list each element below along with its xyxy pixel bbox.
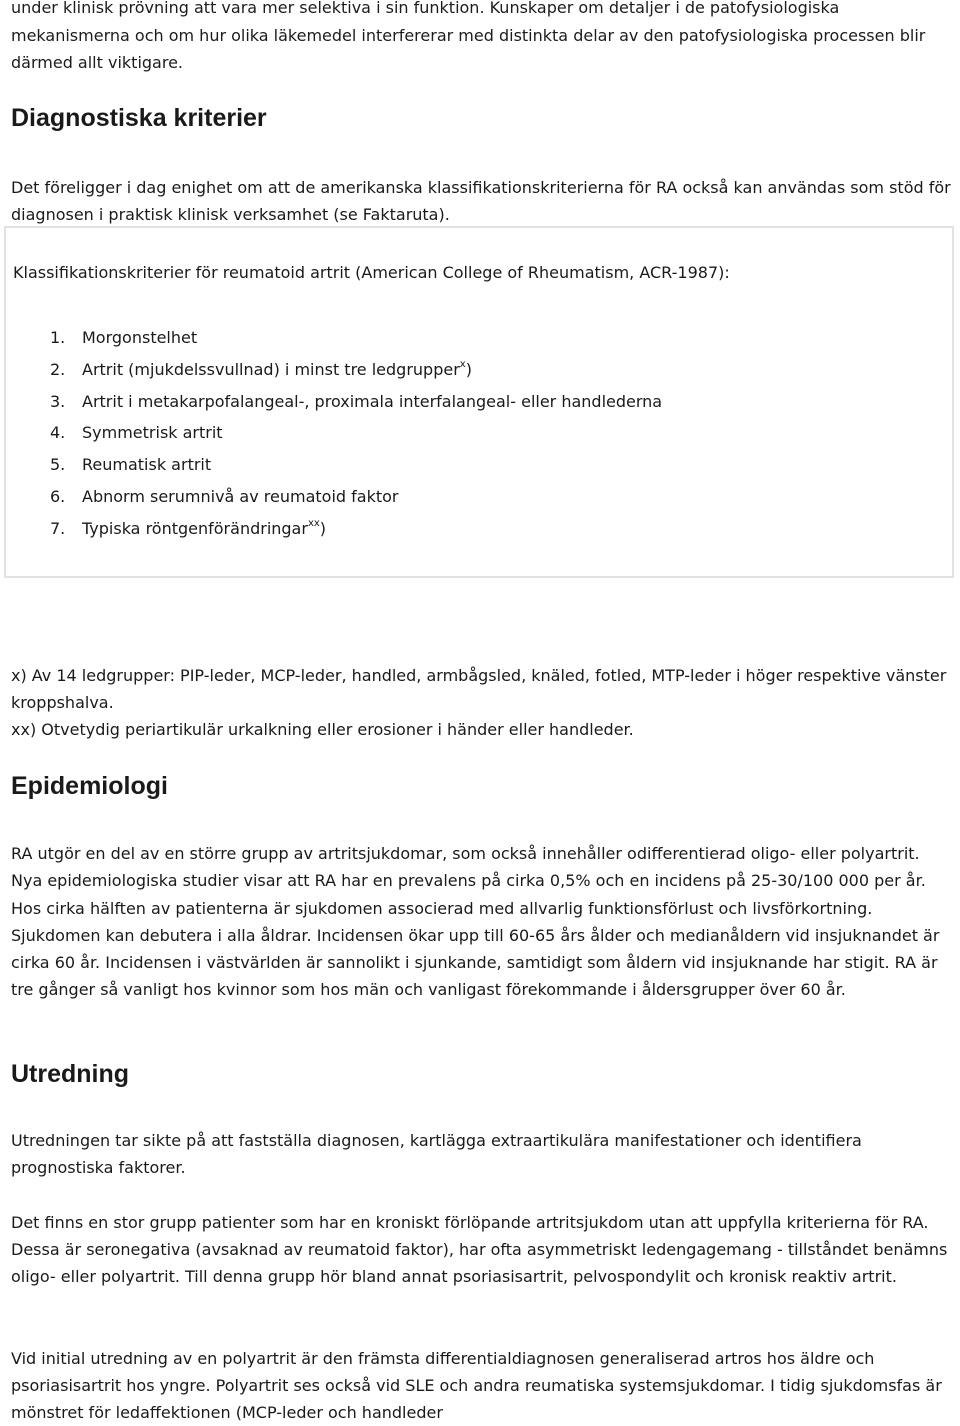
footnote-marker: x [459,358,466,370]
criteria-list [50,322,662,545]
epidemiology-paragraph: RA utgör en del av en större grupp av artritsjukdomar, som också innehåller odifferentierad oligo- eller polyartrit. Nya epidemiologiska studier visar att RA har en prevalens på cirka 0,5% och en incidens på 25-30/100 000 per år. Hos cirka hälften av patienterna är sjukdomen associerad med allvarlig funktionsförlust och livsförkortning. Sjukdomen kan debutera i alla åldrar. Incidensen ökar upp till 60-65 års ålder och medianåldern vid insjuknandet är cirka 60 år. Incidensen i västvärlden är sannolikt i sjunkande, samtidigt som åldern vid insjuknande har stigit. RA är tre gånger så vanligt hos kvinnor som hos män och vanligast förekommande i åldersgrupper över 60 år. [11,844,940,1000]
criteria-item: 2. Artrit (mjukdelssvullnad) i minst tre ledgrupper$^x$) [50,358,472,379]
investigation-paragraph-1: Utredningen tar sikte på att fastställa diagnosen, kartlägga extraartikulära manifestationer och identifiera prognostiska faktorer. [11,1131,862,1177]
footnote-xx: xx) Otvetydig periartikulär urkalkning eller erosioner i händer eller handleder. [11,720,634,739]
footnote-marker: xx [307,517,320,529]
heading-diagnostic-criteria: Diagnostiska kriterier [11,104,267,132]
footnotes [11,662,951,743]
fact-box [4,226,954,578]
criteria-item: 3. Artrit i metakarpofalangeal-, proximala interfalangeal- eller handlederna [50,391,663,411]
investigation-paragraph-3: Vid initial utredning av en polyartrit är den främsta differentialdiagnosen generaliserad artros hos äldre och psoriasisartrit hos yngre. Polyartrit ses också vid SLE och andra reumatiska systemsjukdomar. I tidig sjukdomsfas är mönstret för ledaffektionen (MCP-leder och handleder [11,1349,942,1422]
intro-paragraph: under klinisk prövning att vara mer selektiva i sin funktion. Kunskaper om detaljer i de patofysiologiska mekanismerna och om hur olika läkemedel interfererar med distinkta delar av den patofysiologiska processen blir därmed allt viktigare. [11,0,926,72]
investigation-paragraph-2: Det finns en stor grupp patienter som har en kroniskt förlöpande artritsjukdom utan att uppfylla kriterierna för RA. Dessa är seronegativa (avsaknad av reumatoid faktor), har ofta asymmetriskt ledengagemang - tillståndet benämns oligo- eller polyartrit. Till denna grupp hör bland annat psoriasisartrit, pelvospondylit och kronisk reaktiv artrit. [11,1213,948,1286]
criteria-item: 5. Reumatisk artrit [50,455,212,475]
diagnostics-paragraph: Det föreligger i dag enighet om att de amerikanska klassifikationskriterierna för RA också kan användas som stöd för diagnosen i praktisk klinisk verksamhet (se Faktaruta). [11,178,951,224]
heading-epidemiology: Epidemiologi [11,772,168,800]
criteria-item: 1. Morgonstelhet [50,328,198,347]
criteria-item: 4. Symmetrisk artrit [50,423,223,443]
fact-box-title: Klassifikationskriterier för reumatoid artrit (American College of Rheumatism, ACR-1987): [13,263,730,282]
heading-investigation: Utredning [11,1060,130,1088]
criteria-item: 7. Typiska röntgenförändringar$^{xx}$) [50,517,327,538]
criteria-item: 6. Abnorm serumnivå av reumatoid faktor [50,486,399,506]
footnote-x: x) Av 14 ledgrupper: PIP-leder, MCP-leder, handled, armbågsled, knäled, fotled, MTP-leder i höger respektive vänster kroppshalva. [11,666,947,712]
